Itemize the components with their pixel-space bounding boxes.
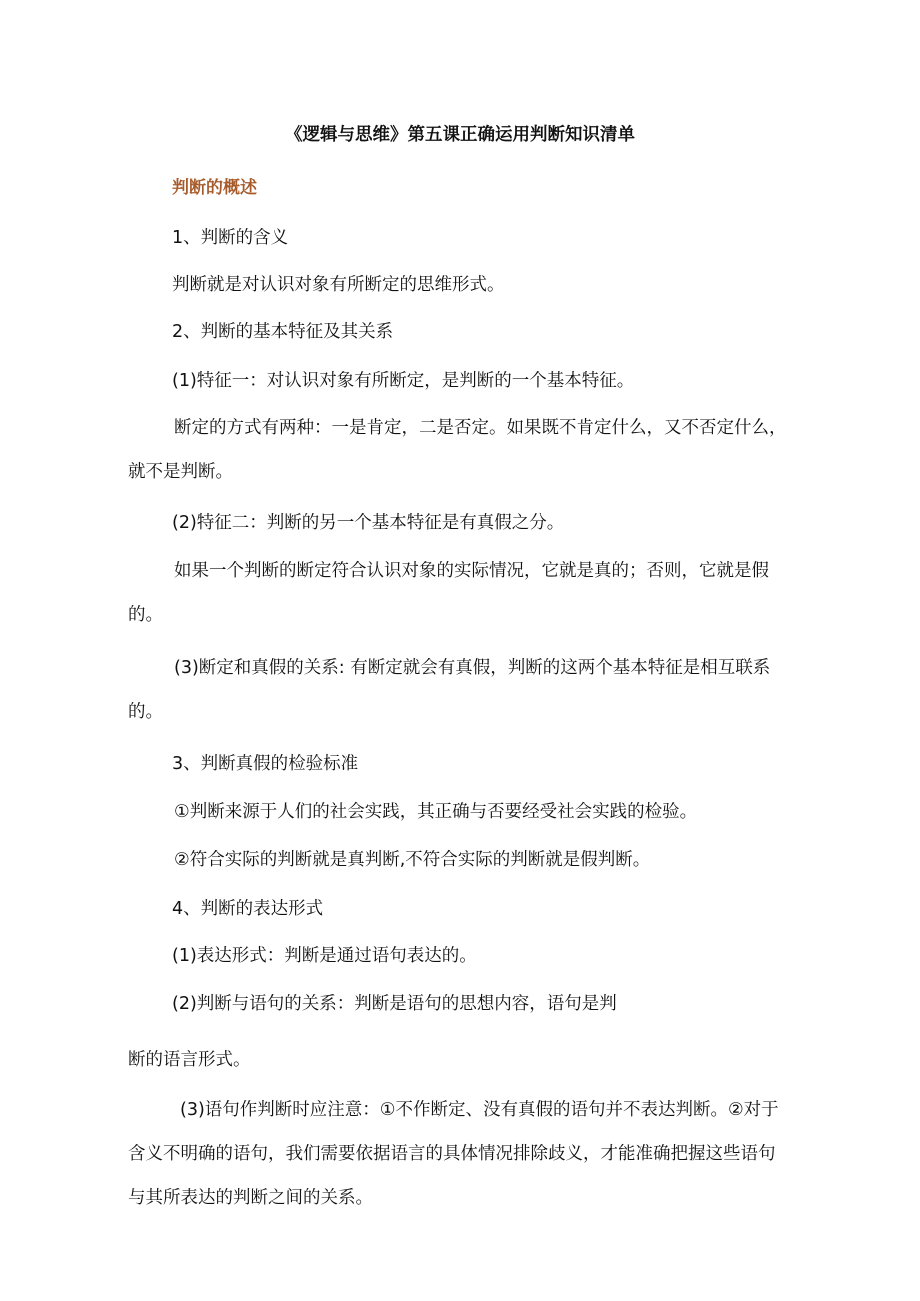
paragraph-10-continuation: 断的语言形式。 xyxy=(128,1050,251,1070)
paragraph-4: (2)特征二：判断的另一个基本特征是有真假之分。 xyxy=(172,513,565,533)
heading-1: 1、判断的含义 xyxy=(172,228,289,248)
paragraph-2: (1)特征一：对认识对象有所断定，是判断的一个基本特征。 xyxy=(172,371,635,391)
paragraph-5: 如果一个判断的断定符合认识对象的实际情况，它就是真的；否则，它就是假的。 xyxy=(128,561,769,625)
paragraph-10: (2)判断与语句的关系：判断是语句的思想内容，语句是判 xyxy=(172,994,617,1014)
heading-2: 2、判断的基本特征及其关系 xyxy=(172,322,394,342)
paragraph-11: (3)语句作判断时应注意：①不作断定、没有真假的语句并不表达判断。②对于含义不明确的语句，我们需要依据语言的具体情况排除歧义，才能准确把握这些语句与其所表达的判断之间的关系。 xyxy=(128,1100,779,1208)
paragraph-6: (3)断定和真假的关系: 有断定就会有真假，判断的这两个基本特征是相互联系的。 xyxy=(128,658,771,722)
paragraph-7: ①判断来源于人们的社会实践，其正确与否要经受社会实践的检验。 xyxy=(174,802,698,822)
document-title: 《逻辑与思维》第五课正确运用判断知识清单 xyxy=(285,125,635,145)
section-heading: 判断的概述 xyxy=(172,178,257,198)
heading-3: 3、判断真假的检验标准 xyxy=(172,754,359,774)
paragraph-8: ②符合实际的判断就是真判断,不符合实际的判断就是假判断。 xyxy=(174,850,651,870)
heading-4: 4、判断的表达形式 xyxy=(172,899,324,919)
paragraph-9: (1)表达形式：判断是通过语句表达的。 xyxy=(172,946,477,966)
paragraph-1: 判断就是对认识对象有所断定的思维形式。 xyxy=(172,275,505,295)
paragraph-3: 断定的方式有两种：一是肯定，二是否定。如果既不肯定什么，又不否定什么，就不是判断。 xyxy=(128,418,787,482)
